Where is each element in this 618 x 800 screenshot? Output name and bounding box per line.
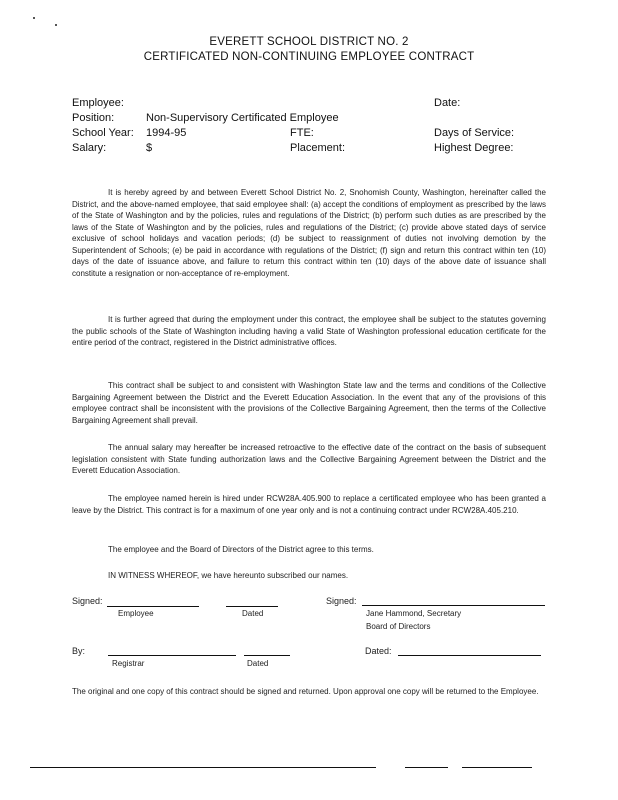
position-value: Non-Supervisory Certificated Employee [146,112,339,124]
salary-label: Salary: [72,142,107,154]
bottom-rule-1 [30,767,376,768]
scan-speck [55,24,57,26]
registrar-signature-line[interactable] [108,655,236,656]
signed-label-right: Signed: [326,596,357,606]
employee-signature-line[interactable] [107,606,199,607]
registrar-dated-line[interactable] [244,655,290,656]
paragraph-rcw: The employee named herein is hired under RCW28A.405.900 to replace a certificated employee who has been granted a leave by the District. This contract is for a maximum of one year only and is not a continuing contract under RCW28A.405.210. [72,494,546,515]
employee-label: Employee: [72,97,124,109]
highest-degree-label: Highest Degree: [434,142,514,154]
school-year-label: School Year: [72,127,134,139]
footer-instructions: The original and one copy of this contract should be signed and returned. Upon approval one copy will be returned to the Employee. [72,687,539,696]
secretary-caption: Jane Hammond, Secretary [366,609,462,618]
school-year-value: 1994-95 [146,127,187,139]
date-label: Date: [434,97,461,109]
registrar-caption: Registrar [112,659,145,668]
placement-label: Placement: [290,142,346,154]
employee-dated-line[interactable] [226,606,278,607]
paragraph-bargaining: This contract shall be subject to and consistent with Washington State law and the terms and conditions of the Collective Bargaining Agreement between the District and the Everett Education Association. In the event that any of the provisions of this employee contract shall be inconsistent with the provisions of the Collective Bargaining Agreement, then the terms of the Collective Bargaining Agreement shall prevail. [72,381,546,425]
dated-caption: Dated [242,609,264,618]
document-title-line2: CERTIFICATED NON-CONTINUING EMPLOYEE CONTRACT [143,51,475,63]
bottom-rule-3 [462,767,532,768]
employee-caption: Employee [118,609,154,618]
paragraph-witness: IN WITNESS WHEREOF, we have hereunto subscribed our names. [108,571,349,580]
dated-caption-2: Dated [247,659,269,668]
days-of-service-label: Days of Service: [434,127,515,139]
board-signature-line[interactable] [362,605,545,606]
bottom-rule-2 [405,767,448,768]
by-label: By: [72,646,86,656]
position-label: Position: [72,112,115,124]
paragraph-statutes: It is further agreed that during the employment under this contract, the employee shall be subject to the statutes governing the public schools of the State of Washington including having a valid State of Washington professional education certificate for the entire period of the contract, registered in the District administrative offices. [72,315,546,347]
board-caption: Board of Directors [366,622,431,631]
board-dated-line[interactable] [398,655,541,656]
paragraph-agree-terms: The employee and the Board of Directors of the District agree to this terms. [108,545,374,554]
signed-label-left: Signed: [72,596,103,606]
scan-speck [33,17,35,19]
paragraph-salary: The annual salary may hereafter be increased retroactive to the effective date of the contract on the basis of subsequent legislation consistent with State funding authorization laws and the Collective Bargaining Agreement between the District and the Everett Education Association. [72,443,546,475]
paragraph-agreement: It is hereby agreed by and between Everett School District No. 2, Snohomish County, Washington, hereinafter called the District, and the above-named employee, that said employee shall: (a) accept the conditions of employment as prescribed by the laws of the State of Washington and by the policies, rules and regulations of the District; (b) perform such duties as are prescribed by the laws of the State of Washington and by the policies, rules and regulations of the District; (c) provide above stated days of service exclusive of school holidays and vacation periods; (d) be subject to reassignment of duties not involving demotion by the Superintendent of Schools; (e) be paid in accordance with regulations of the District; (f) sign and return this contract within ten (10) days of the date of issuance above, and failure to return this contract within ten (10) days of the above date of issuance shall constitute a resignation or non-acceptance of re-employment. [72,188,546,278]
dated-label-right: Dated: [365,646,392,656]
fte-label: FTE: [290,127,314,139]
document-title-line1: EVERETT SCHOOL DISTRICT NO. 2 [209,36,409,48]
salary-value: $ [146,142,153,154]
